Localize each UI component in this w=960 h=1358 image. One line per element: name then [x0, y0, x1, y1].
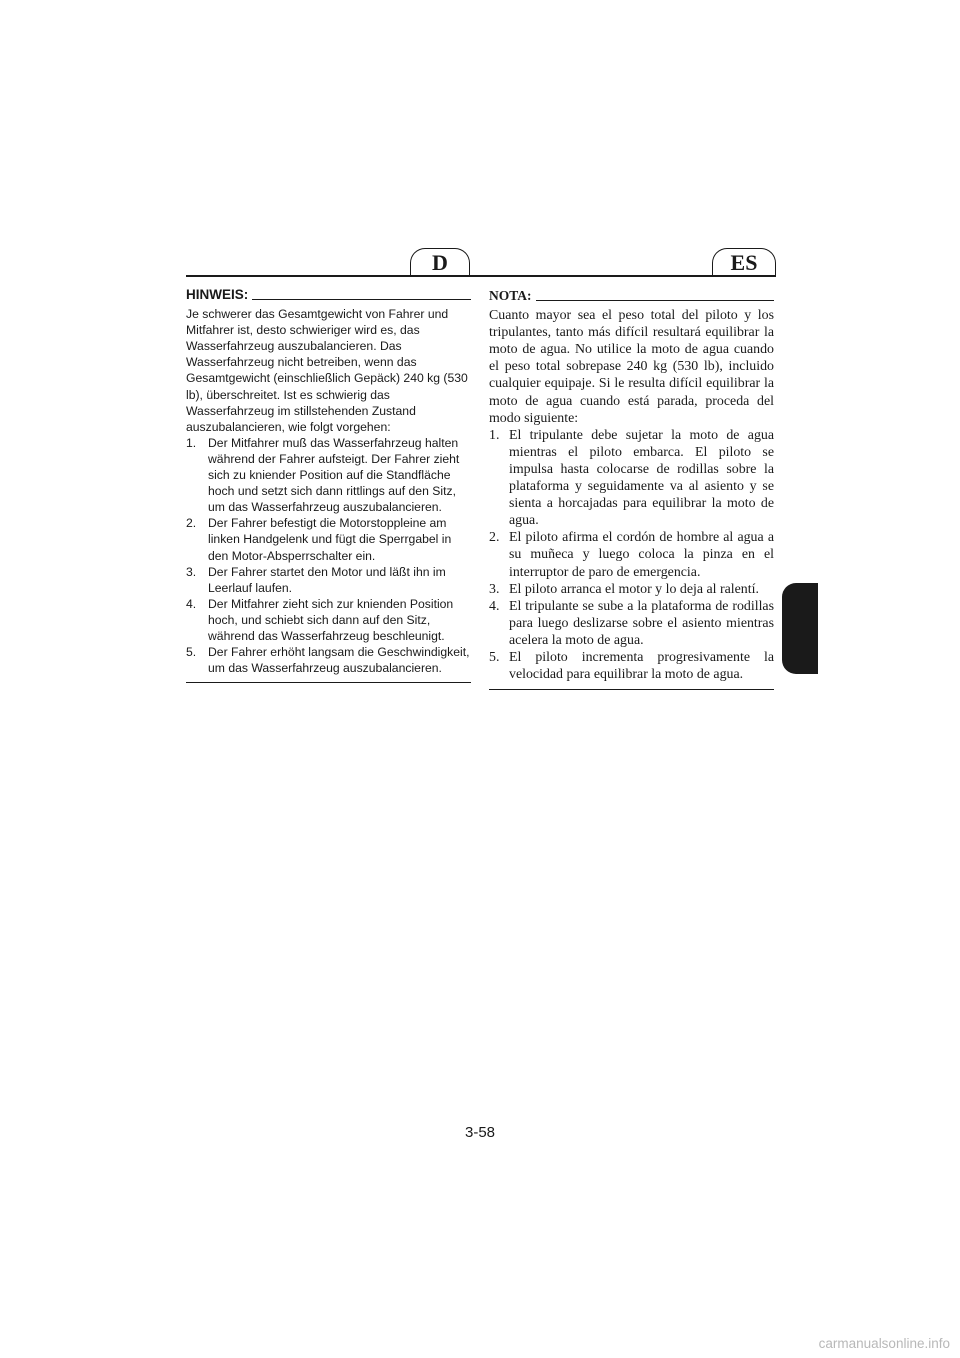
heading-rule [252, 299, 471, 300]
german-steps [186, 435, 471, 676]
german-intro: Je schwerer das Gesamtgewicht von Fahrer und Mitfahrer ist, desto schwieriger wird es, das Wasserfahrzeug auszubalancieren. Das Wasserfahrzeug nicht betreiben, wenn das Gesamtgewicht (einschließlich Gepäck) 240 kg (530 lb), überschreitet. Ist es schwierig das Wasserfahrzeug im stillstehenden Zustand auszubalancieren, wie folgt vorgehen: [186, 307, 468, 434]
spanish-column [489, 287, 774, 690]
german-note-end-rule [186, 682, 471, 683]
spanish-step: 5. El piloto incrementa progresivamente la velocidad para equilibrar la moto de agua. [489, 649, 774, 683]
chapter-tab-marker [782, 583, 818, 674]
german-step: 2. Der Fahrer befestigt die Motorstoppleine am linken Handgelenk und fügt die Sperrgabel in den Motor-Absperrschalter ein. [186, 516, 452, 563]
german-column [186, 287, 471, 683]
spanish-note-heading [489, 287, 774, 304]
spanish-step: 2. El piloto afirma el cordón de hombre al agua a su muñeca y luego coloca la pinza en el interruptor de paro de emergencia. [489, 530, 774, 580]
language-badge-german: D [410, 248, 470, 276]
german-step: 3. Der Fahrer startet den Motor und läßt ihn im Leerlauf laufen. [186, 564, 446, 595]
heading-rule [536, 300, 775, 301]
spanish-step: 4. El tripulante se sube a la plataforma de rodillas para luego deslizarse sobre el asiento mientras acelera la moto de agua. [489, 598, 774, 648]
watermark: carmanualsonline.info [818, 1336, 950, 1351]
spanish-note-end-rule [489, 689, 774, 690]
german-note-heading [186, 287, 471, 303]
german-note-label: HINWEIS: [186, 287, 249, 302]
german-step: 4. Der Mitfahrer zieht sich zur knienden Position hoch, und schiebt sich dann auf den Sitz, während das Wasserfahrzeug beschleunigt. [186, 596, 454, 643]
spanish-step: 3. El piloto arranca el motor y lo deja al ralentí. [489, 581, 759, 597]
page-number: 3-58 [464, 1124, 496, 1141]
spanish-intro: Cuanto mayor sea el peso total del piloto y los tripulantes, tanto más difícil resultará equilibrar la moto de agua. No utilice la moto de agua cuando el peso total sobrepase 240 kg (530 lb), incluido cualquier equipaje. Si le resulta difícil equilibrar la moto de agua cuando está parada, proceda del modo siguiente: [489, 308, 774, 426]
german-step: 5. Der Fahrer erhöht langsam die Geschwindigkeit, um das Wasserfahrzeug auszubalancieren. [186, 645, 470, 676]
spanish-step: 1. El tripulante debe sujetar la moto de agua mientras el piloto embarca. El piloto se impulsa hasta colocarse de rodillas sobre la plataforma y seguidamente va al asiento y se sienta a horcajadas para equilibrar la moto de agua. [489, 427, 774, 529]
spanish-note-label: NOTA: [489, 288, 532, 303]
language-badge-spanish: ES [712, 248, 776, 276]
german-step: 1. Der Mitfahrer muß das Wasserfahrzeug halten während der Fahrer aufsteigt. Der Fahrer zieht sich zu kniender Position auf die Standfläche hoch und setzt sich dann rittlings auf den Sitz, um das Wasserfahrzeug auszubalancieren. [186, 435, 460, 515]
header-rule [186, 275, 776, 277]
spanish-steps [489, 427, 774, 683]
